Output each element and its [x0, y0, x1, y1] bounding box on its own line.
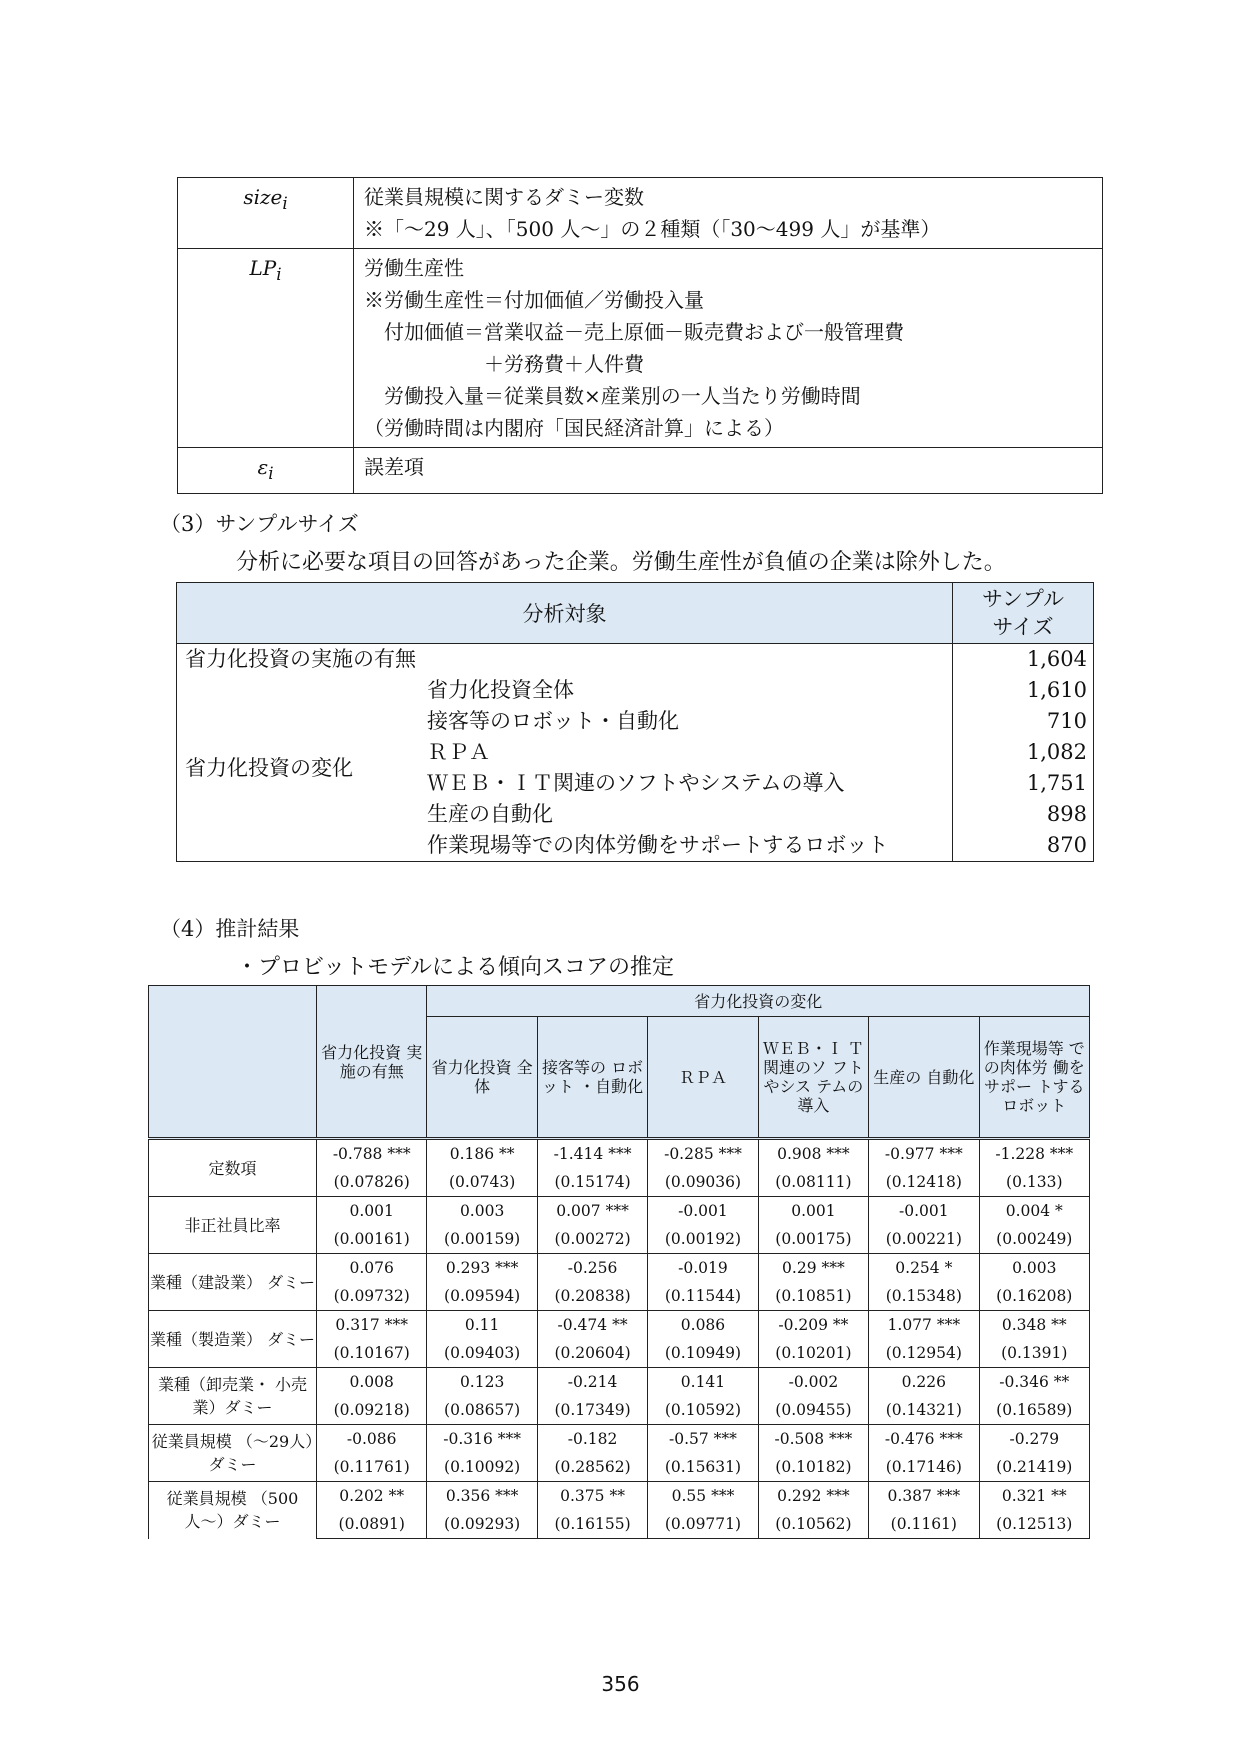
row-label — [149, 1482, 317, 1539]
standard-error-cell: (0.16208) — [979, 1282, 1089, 1311]
coefficient-row — [149, 1311, 1090, 1340]
coefficient-cell: 0.387 *** — [869, 1482, 979, 1511]
header-analysis-target: 分析対象 — [177, 583, 953, 644]
coefficient-cell: 0.186 ** — [427, 1139, 537, 1169]
sample-size-table — [176, 582, 1094, 862]
standard-error-cell: (0.21419) — [979, 1453, 1089, 1482]
standard-error-cell: (0.08657) — [427, 1396, 537, 1425]
header-sample-size — [953, 583, 1094, 644]
sample-label: 接客等のロボット・自動化 — [421, 706, 953, 737]
coefficient-cell: -0.001 — [648, 1197, 758, 1226]
coefficient-cell: 0.375 ** — [537, 1482, 647, 1511]
symbol-text: size — [243, 185, 283, 209]
symbol-subscript: i — [282, 194, 288, 213]
standard-error-cell: (0.12418) — [869, 1168, 979, 1197]
variable-symbol — [178, 249, 354, 448]
coefficient-cell: -0.256 — [537, 1254, 647, 1283]
coefficient-cell: 0.292 *** — [758, 1482, 868, 1511]
sample-description: 分析に必要な項目の回答があった企業。労働生産性が負値の企業は除外した。 — [236, 550, 1006, 575]
sample-value: 898 — [953, 799, 1094, 830]
standard-error-cell: (0.10592) — [648, 1396, 758, 1425]
description-line: 付加価値＝営業収益－売上原価－販売費および一般管理費 — [364, 320, 904, 344]
variable-description — [354, 249, 1103, 448]
standard-error-cell: (0.20838) — [537, 1282, 647, 1311]
standard-error-cell: (0.15174) — [537, 1168, 647, 1197]
variable-row — [178, 178, 1103, 249]
coefficient-cell: 0.008 — [317, 1368, 427, 1397]
description-line: 従業員規模に関するダミー変数 — [364, 185, 644, 209]
column-header-label: 生産の 自動化 — [873, 1067, 975, 1087]
coefficient-cell: -0.476 *** — [869, 1425, 979, 1454]
coefficient-cell: -0.508 *** — [758, 1425, 868, 1454]
coefficient-cell: -0.209 ** — [758, 1311, 868, 1340]
estimation-results-table — [148, 985, 1090, 1539]
coefficient-cell: 1.077 *** — [869, 1311, 979, 1340]
sample-label: ＲＰＡ — [421, 737, 953, 768]
standard-error-cell: (0.09732) — [317, 1282, 427, 1311]
standard-error-cell: (0.10182) — [758, 1453, 868, 1482]
column-header — [758, 1017, 868, 1139]
standard-error-cell: (0.15348) — [869, 1282, 979, 1311]
row-label — [149, 1197, 317, 1254]
variable-symbol — [178, 448, 354, 494]
coefficient-cell: -0.019 — [648, 1254, 758, 1283]
column-header-label: ＲＰＡ — [678, 1067, 727, 1087]
variable-description — [354, 448, 1103, 494]
coefficient-row — [149, 1139, 1090, 1169]
coefficient-cell: 0.254 * — [869, 1254, 979, 1283]
column-header — [869, 1017, 979, 1139]
standard-error-cell: (0.00272) — [537, 1225, 647, 1254]
standard-error-cell: (0.00161) — [317, 1225, 427, 1254]
coefficient-cell: 0.007 *** — [537, 1197, 647, 1226]
column-header-label: 省力化投資 実施の有無 — [321, 1042, 423, 1081]
description-line: ※労働生産性＝付加価値／労働投入量 — [364, 288, 704, 312]
standard-error-cell: (0.14321) — [869, 1396, 979, 1425]
row-label — [149, 1254, 317, 1311]
description-line: ※「〜29 人」、「500 人〜」の２種類（「30〜499 人」が基準） — [364, 217, 941, 241]
standard-error-cell: (0.0743) — [427, 1168, 537, 1197]
coefficient-cell: -0.977 *** — [869, 1139, 979, 1169]
symbol-text: ε — [257, 455, 269, 479]
standard-error-cell: (0.20604) — [537, 1339, 647, 1368]
sample-row — [177, 675, 1094, 706]
row-label — [149, 1368, 317, 1425]
standard-error-cell: (0.00249) — [979, 1225, 1089, 1254]
page-number: 356 — [601, 1672, 640, 1696]
coefficient-cell: 0.226 — [869, 1368, 979, 1397]
description-line: 誤差項 — [364, 455, 424, 479]
sample-label: 省力化投資の実施の有無 — [177, 644, 953, 676]
coefficient-row — [149, 1197, 1090, 1226]
coefficient-cell: -1.414 *** — [537, 1139, 647, 1169]
row-label — [149, 1139, 317, 1197]
sample-group-label: 省力化投資の変化 — [177, 675, 422, 862]
section-heading-results: （4）推計結果 — [160, 917, 300, 941]
standard-error-cell: (0.10562) — [758, 1510, 868, 1539]
standard-error-cell: (0.07826) — [317, 1168, 427, 1197]
standard-error-cell: (0.133) — [979, 1168, 1089, 1197]
coefficient-row — [149, 1368, 1090, 1397]
coefficient-cell: 0.317 *** — [317, 1311, 427, 1340]
sample-label: 生産の自動化 — [421, 799, 953, 830]
coefficient-cell: -0.279 — [979, 1425, 1089, 1454]
column-header-label: 接客等の ロボット ・自動化 — [542, 1058, 644, 1096]
coefficient-cell: -0.316 *** — [427, 1425, 537, 1454]
estimation-corner — [149, 986, 317, 1139]
coefficient-cell: 0.141 — [648, 1368, 758, 1397]
standard-error-cell: (0.09403) — [427, 1339, 537, 1368]
coefficient-cell: -1.228 *** — [979, 1139, 1089, 1169]
sample-value: 1,604 — [953, 644, 1094, 676]
row-label-text: 業種（卸売業・ 小売業）ダミー — [157, 1375, 308, 1417]
column-header — [979, 1017, 1089, 1139]
header-sample-size-line2: サイズ — [992, 615, 1054, 639]
standard-error-cell: (0.10092) — [427, 1453, 537, 1482]
estimation-header-row — [149, 986, 1090, 1017]
column-header — [427, 1017, 537, 1139]
variable-definition-table — [177, 177, 1103, 494]
standard-error-cell: (0.09218) — [317, 1396, 427, 1425]
coefficient-cell: 0.123 — [427, 1368, 537, 1397]
coefficient-cell: 0.076 — [317, 1254, 427, 1283]
row-label-text: 定数項 — [208, 1158, 257, 1178]
group-header: 省力化投資の変化 — [427, 986, 1090, 1017]
column-header — [648, 1017, 758, 1139]
coefficient-cell: -0.214 — [537, 1368, 647, 1397]
coefficient-cell: 0.321 ** — [979, 1482, 1089, 1511]
symbol-text: LP — [249, 256, 277, 280]
standard-error-cell: (0.17146) — [869, 1453, 979, 1482]
standard-error-cell: (0.16155) — [537, 1510, 647, 1539]
standard-error-cell: (0.15631) — [648, 1453, 758, 1482]
row-label-text: 従業員規模 （〜29人）ダミー — [151, 1432, 314, 1474]
standard-error-cell: (0.11761) — [317, 1453, 427, 1482]
standard-error-cell: (0.09594) — [427, 1282, 537, 1311]
standard-error-cell: (0.11544) — [648, 1282, 758, 1311]
coefficient-cell: -0.346 ** — [979, 1368, 1089, 1397]
coefficient-cell: 0.55 *** — [648, 1482, 758, 1511]
variable-description — [354, 178, 1103, 249]
sample-label: ＷＥＢ・ＩＴ関連のソフトやシステムの導入 — [421, 768, 953, 799]
column-header — [537, 1017, 647, 1139]
variable-row — [178, 249, 1103, 448]
coefficient-cell: 0.003 — [979, 1254, 1089, 1283]
standard-error-cell: (0.10201) — [758, 1339, 868, 1368]
row-label-text: 業種（建設業） ダミー — [149, 1272, 316, 1292]
sample-value: 1,751 — [953, 768, 1094, 799]
coefficient-cell: -0.285 *** — [648, 1139, 758, 1169]
standard-error-cell: (0.09455) — [758, 1396, 868, 1425]
coefficient-row — [149, 1425, 1090, 1454]
coefficient-cell: -0.474 ** — [537, 1311, 647, 1340]
coefficient-row — [149, 1254, 1090, 1283]
standard-error-cell: (0.00175) — [758, 1225, 868, 1254]
sample-value: 710 — [953, 706, 1094, 737]
row-label — [149, 1425, 317, 1482]
section-heading-sample-size: （3）サンプルサイズ — [160, 512, 359, 536]
coefficient-cell: -0.182 — [537, 1425, 647, 1454]
column-header-label: ＷＥＢ・Ｉ Ｔ関連のソ フトやシス テムの導入 — [762, 1039, 864, 1115]
column-header — [317, 986, 427, 1139]
row-label-text: 業種（製造業） ダミー — [149, 1329, 316, 1349]
coefficient-cell: 0.29 *** — [758, 1254, 868, 1283]
standard-error-cell: (0.10167) — [317, 1339, 427, 1368]
standard-error-cell: (0.08111) — [758, 1168, 868, 1197]
variable-symbol — [178, 178, 354, 249]
coefficient-cell: -0.001 — [869, 1197, 979, 1226]
sample-value: 1,610 — [953, 675, 1094, 706]
standard-error-cell: (0.16589) — [979, 1396, 1089, 1425]
coefficient-cell: -0.086 — [317, 1425, 427, 1454]
row-label — [149, 1311, 317, 1368]
sample-value: 1,082 — [953, 737, 1094, 768]
coefficient-cell: 0.908 *** — [758, 1139, 868, 1169]
coefficient-cell: -0.788 *** — [317, 1139, 427, 1169]
coefficient-cell: 0.348 ** — [979, 1311, 1089, 1340]
standard-error-cell: (0.10851) — [758, 1282, 868, 1311]
results-subheading: ・プロビットモデルによる傾向スコアの推定 — [236, 955, 675, 980]
sample-value: 870 — [953, 830, 1094, 862]
symbol-subscript: i — [268, 464, 274, 483]
standard-error-cell: (0.00221) — [869, 1225, 979, 1254]
description-line: ＋労務費＋人件費 — [364, 352, 644, 376]
standard-error-cell: (0.1391) — [979, 1339, 1089, 1368]
coefficient-cell: 0.001 — [758, 1197, 868, 1226]
standard-error-cell: (0.09293) — [427, 1510, 537, 1539]
column-header-label: 作業現場等 での肉体労 働をサポー トする ロボット — [983, 1039, 1085, 1115]
coefficient-cell: 0.003 — [427, 1197, 537, 1226]
coefficient-cell: 0.004 * — [979, 1197, 1089, 1226]
sample-label: 省力化投資全体 — [421, 675, 953, 706]
standard-error-cell: (0.00159) — [427, 1225, 537, 1254]
coefficient-cell: 0.086 — [648, 1311, 758, 1340]
standard-error-cell: (0.10949) — [648, 1339, 758, 1368]
coefficient-cell: 0.202 ** — [317, 1482, 427, 1511]
coefficient-row — [149, 1482, 1090, 1511]
description-line: 労働投入量＝従業員数×産業別の一人当たり労働時間 — [364, 384, 861, 408]
row-label-text: 従業員規模 （500人〜）ダミー — [166, 1489, 299, 1532]
row-label-text: 非正社員比率 — [184, 1215, 281, 1235]
coefficient-cell: 0.001 — [317, 1197, 427, 1226]
description-line: （労働時間は内閣府「国民経済計算」による） — [364, 416, 784, 440]
standard-error-cell: (0.09771) — [648, 1510, 758, 1539]
coefficient-cell: 0.293 *** — [427, 1254, 537, 1283]
description-line: 労働生産性 — [364, 256, 464, 280]
coefficient-cell: 0.356 *** — [427, 1482, 537, 1511]
sample-row — [177, 644, 1094, 676]
standard-error-cell: (0.28562) — [537, 1453, 647, 1482]
coefficient-cell: -0.002 — [758, 1368, 868, 1397]
coefficient-cell: 0.11 — [427, 1311, 537, 1340]
sample-label: 作業現場等での肉体労働をサポートするロボット — [421, 830, 953, 862]
variable-row — [178, 448, 1103, 494]
standard-error-cell: (0.12954) — [869, 1339, 979, 1368]
coefficient-cell: -0.57 *** — [648, 1425, 758, 1454]
standard-error-cell: (0.1161) — [869, 1510, 979, 1539]
standard-error-cell: (0.12513) — [979, 1510, 1089, 1539]
column-header-label: 省力化投資 全体 — [431, 1058, 533, 1096]
standard-error-cell: (0.00192) — [648, 1225, 758, 1254]
standard-error-cell: (0.0891) — [317, 1510, 427, 1539]
standard-error-cell: (0.17349) — [537, 1396, 647, 1425]
standard-error-cell: (0.09036) — [648, 1168, 758, 1197]
symbol-subscript: i — [276, 265, 282, 284]
header-sample-size-line1: サンプル — [981, 587, 1065, 611]
